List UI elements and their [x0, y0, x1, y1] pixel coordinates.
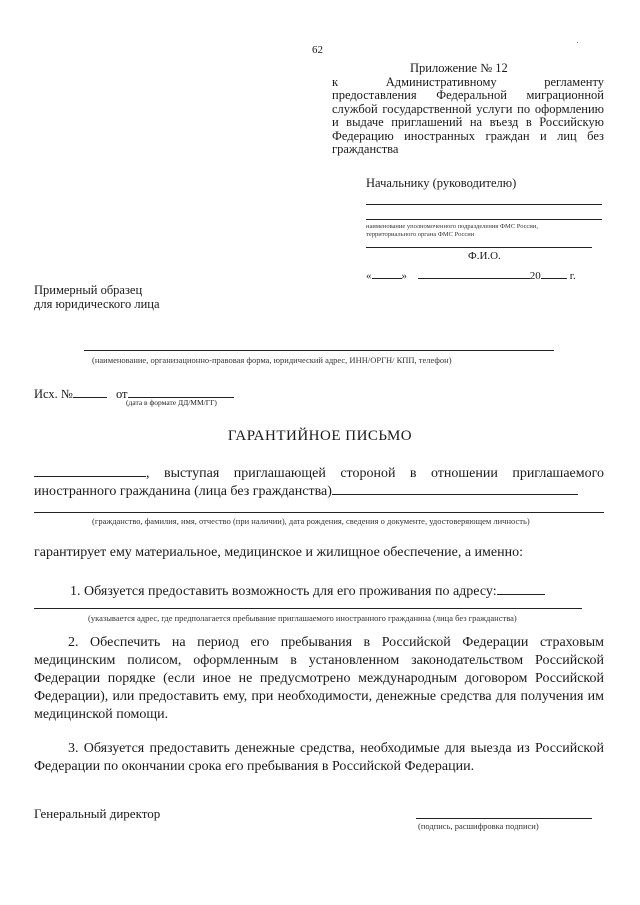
org-caption: (наименование, организационно-правовая форма, юридический адрес, ИНН/ОРГН/ КПП, телефон) — [92, 355, 452, 365]
appendix-line: и выдаче приглашений на въезд в Российскую — [332, 115, 604, 129]
fio-label: Ф.И.О. — [468, 250, 501, 262]
address-blank — [497, 582, 545, 595]
signature-position: Генеральный директор — [34, 806, 161, 821]
addressee-chief: Начальнику (руководителю) — [366, 176, 517, 190]
sample-note: Примерный образец для юридического лица — [34, 283, 160, 311]
authority-line-1 — [366, 204, 602, 205]
addressee-date: « » 20 г. — [366, 266, 576, 282]
signature-line — [416, 818, 592, 819]
reference-row: Исх. № от — [34, 385, 234, 402]
appendix-line: к Административному регламенту — [332, 74, 604, 89]
authority-line-2 — [366, 219, 602, 220]
foreigner-blank — [332, 482, 578, 495]
foreigner-line — [34, 512, 604, 513]
reference-date-blank — [128, 385, 234, 398]
signature-caption: (подпись, расшифровка подписи) — [418, 821, 539, 831]
guarantee-statement: гарантирует ему материальное, медицинское и жилищное обеспечение, а именно: — [34, 545, 523, 560]
reference-number-blank — [73, 385, 107, 398]
document-title: ГАРАНТИЙНОЕ ПИСЬМО — [227, 428, 413, 444]
authority-caption: наименование уполномоченного подразделения ФМС России, территориального органа ФМС России — [366, 223, 538, 238]
year-blank — [541, 266, 567, 279]
address-caption: (указывается адрес, где предполагается пребывание приглашаемого иностранного гражданина (лица без гражданства) — [88, 613, 517, 623]
inviter-blank — [34, 464, 146, 477]
appendix-line: предоставления Федеральной миграционной — [332, 88, 604, 102]
appendix-line: гражданства — [332, 142, 399, 156]
foreigner-caption: (гражданство, фамилия, имя, отчество (при наличии), дата рождения, сведения о документе, удостоверяющем личность) — [92, 516, 530, 526]
scan-speck — [577, 42, 578, 43]
fio-line — [366, 247, 592, 248]
appendix-number: Приложение № 12 — [410, 61, 508, 75]
item-1: 1. Обязуется предоставить возможность для его проживания по адресу: — [70, 582, 545, 600]
item-3: 3. Обязуется предоставить денежные средства, необходимые для выезда из Российской Федерации по окончании срока его пребывания в Российской Федерации. — [34, 741, 604, 774]
address-line — [34, 608, 582, 609]
day-blank — [372, 266, 402, 279]
org-line — [84, 350, 554, 351]
month-blank — [418, 266, 530, 279]
item-2: 2. Обеспечить на период его пребывания в Российской Федерации страховым медицинским полисом, оформленным в установленном законодательством Российской Федерации порядке (если иное не предусмотрено международным договором Российской Федерации), или предоставить ему, при необходимости, денежные средства для получения им медицинской помощи. — [34, 635, 604, 722]
appendix-line: службой государственной услуги по оформлению — [332, 101, 604, 116]
page-number: 62 — [312, 44, 323, 56]
paragraph-inviter: , выступая приглашающей стороной в отношении приглашаемого иностранного гражданина (лица без гражданства) — [34, 466, 604, 499]
reference-date-caption: (дата в формате ДД/ММ/ГГ) — [126, 398, 217, 407]
appendix-header — [332, 62, 604, 157]
appendix-line: Федерацию иностранных граждан и лиц без — [332, 128, 604, 143]
